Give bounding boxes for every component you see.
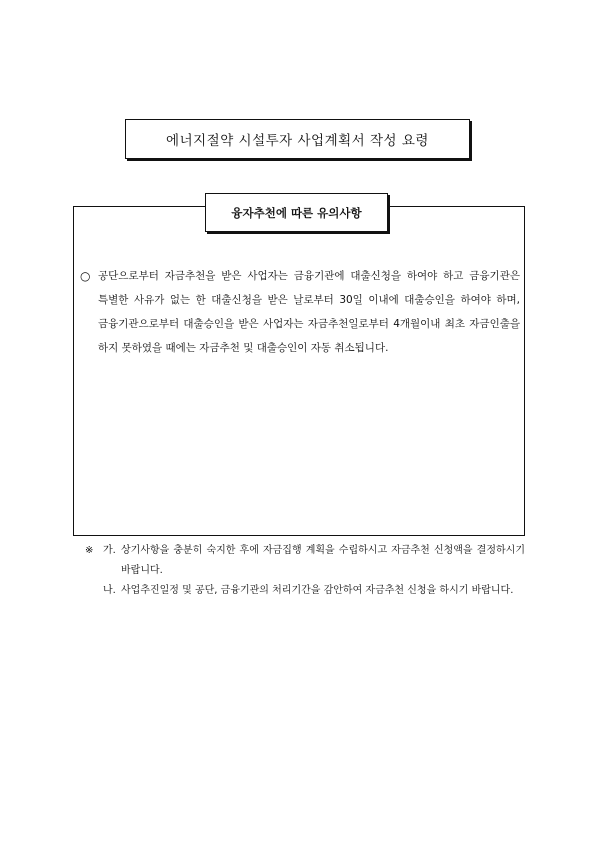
footnote-text: 상기사항을 충분히 숙지한 후에 자금집행 계획을 수립하시고 자금추천 신청액을 결정하시기 바랍니다. [121, 545, 525, 576]
footnote-label: 나. [103, 585, 116, 596]
document-title-text: 에너지절약 시설투자 사업계획서 작성 요령 [166, 133, 429, 149]
footnote-item [85, 581, 525, 601]
footnote-label: 가. [103, 545, 116, 556]
notice-panel [73, 206, 525, 536]
footnotes [85, 541, 525, 601]
circle-bullet-icon: ○ [80, 269, 91, 283]
footnote-spacer [85, 581, 103, 601]
document-title [125, 119, 470, 159]
reference-mark-icon: ※ [85, 545, 94, 556]
notice-panel-header-text: 융자추천에 따른 유의사항 [231, 205, 362, 220]
footnote-text: 사업추진일정 및 공단, 금융기관의 처리기간을 감안하여 자금추천 신청을 하시기 바랍니다. [121, 585, 514, 596]
notice-text: 공단으로부터 자금추천을 받은 사업자는 금융기관에 대출신청을 하여야 하고 금융기관은 특별한 사유가 없는 한 대출신청을 받은 날로부터 30일 이내에 대출승인을 하여야 하며, 금융기관으로부터 대출승인을 받은 사업자는 자금추천일로부터 4개월이내 최초 자금인출을 하지 못하였을 때에는 자금추천 및 대출승인이 자동 취소됩니다. [98, 270, 520, 354]
notice-panel-header [205, 193, 388, 232]
notice-item [80, 264, 520, 360]
footnote-item [85, 541, 525, 581]
